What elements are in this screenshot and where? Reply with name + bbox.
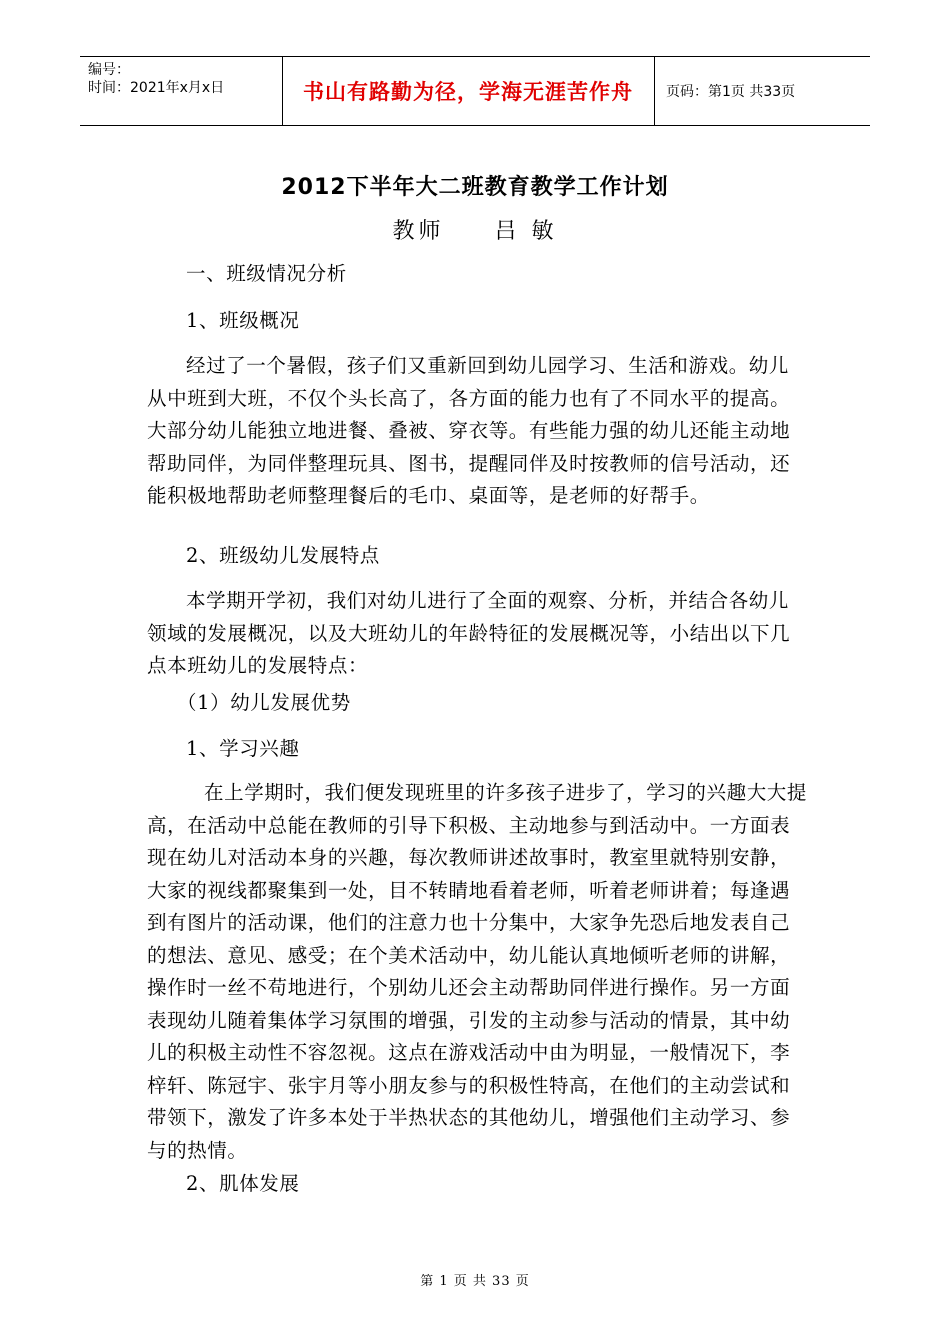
teacher-label: 教师	[392, 219, 445, 244]
teacher-line	[0, 214, 950, 245]
header-meta	[88, 61, 224, 97]
section-heading: 一、班级情况分析	[186, 262, 347, 285]
time-label: 时间：2021年x月x日	[88, 80, 225, 96]
header-page-info: 页码：第1页 共33页	[666, 84, 796, 100]
document-header	[80, 56, 870, 126]
paragraph: 本学期开学初，我们对幼儿进行了全面的观察、分析，并结合各幼儿领域的发展概况，以及大班幼儿的年龄特征的发展概况等，小结出以下几点本班幼儿的发展特点：	[147, 589, 791, 677]
subsection-heading: 2、肌体发展	[186, 1172, 300, 1195]
header-motto: 书山有路勤为径，学海无涯苦作舟	[303, 79, 633, 104]
number-label: 编号：	[88, 62, 130, 78]
subsection-heading: 2、班级幼儿发展特点	[186, 544, 380, 567]
subsection-heading: 1、学习兴趣	[186, 737, 300, 760]
document-title: 2012下半年大二班教育教学工作计划	[281, 175, 669, 200]
paragraph: 在上学期时，我们便发现班里的许多孩子进步了，学习的兴趣大大提高，在活动中总能在教师的引导下积极、主动地参与到活动中。一方面表现在幼儿对活动本身的兴趣，每次教师讲述故事时，教室里就特别安静，大家的视线都聚集到一处，目不转睛地看着老师，听着老师讲着；每逢遇到有图片的活动课，他们的注意力也十分集中，大家争先恐后地发表自己的想法、意见、感受；在个美术活动中，幼儿能认真地倾听老师的讲解，操作时一丝不苟地进行，个别幼儿还会主动帮助同伴进行操作。另一方面表现幼儿随着集体学习氛围的增强，引发的主动参与活动的情景，其中幼儿的积极主动性不容忽视。这点在游戏活动中由为明显，一般情况下，李梓轩、陈冠宇、张宇月等小朋友参与的积极性特高，在他们的主动尝试和带领下，激发了许多本处于半热状态的其他幼儿，增强他们主动学习、参与的热情。	[147, 781, 808, 1162]
subsection-heading: （1）幼儿发展优势	[177, 691, 351, 714]
teacher-name: 吕 敏	[494, 219, 558, 244]
subsection-heading: 1、班级概况	[186, 309, 300, 332]
header-divider	[654, 57, 655, 125]
page-footer: 第 1 页 共 33 页	[420, 1274, 530, 1289]
paragraph: 经过了一个暑假，孩子们又重新回到幼儿园学习、生活和游戏。幼儿从中班到大班，不仅个头长高了，各方面的能力也有了不同水平的提高。大部分幼儿能独立地进餐、叠被、穿衣等。有些能力强的幼儿还能主动地帮助同伴，为同伴整理玩具、图书，提醒同伴及时按教师的信号活动，还能积极地帮助老师整理餐后的毛巾、桌面等，是老师的好帮手。	[147, 354, 791, 507]
